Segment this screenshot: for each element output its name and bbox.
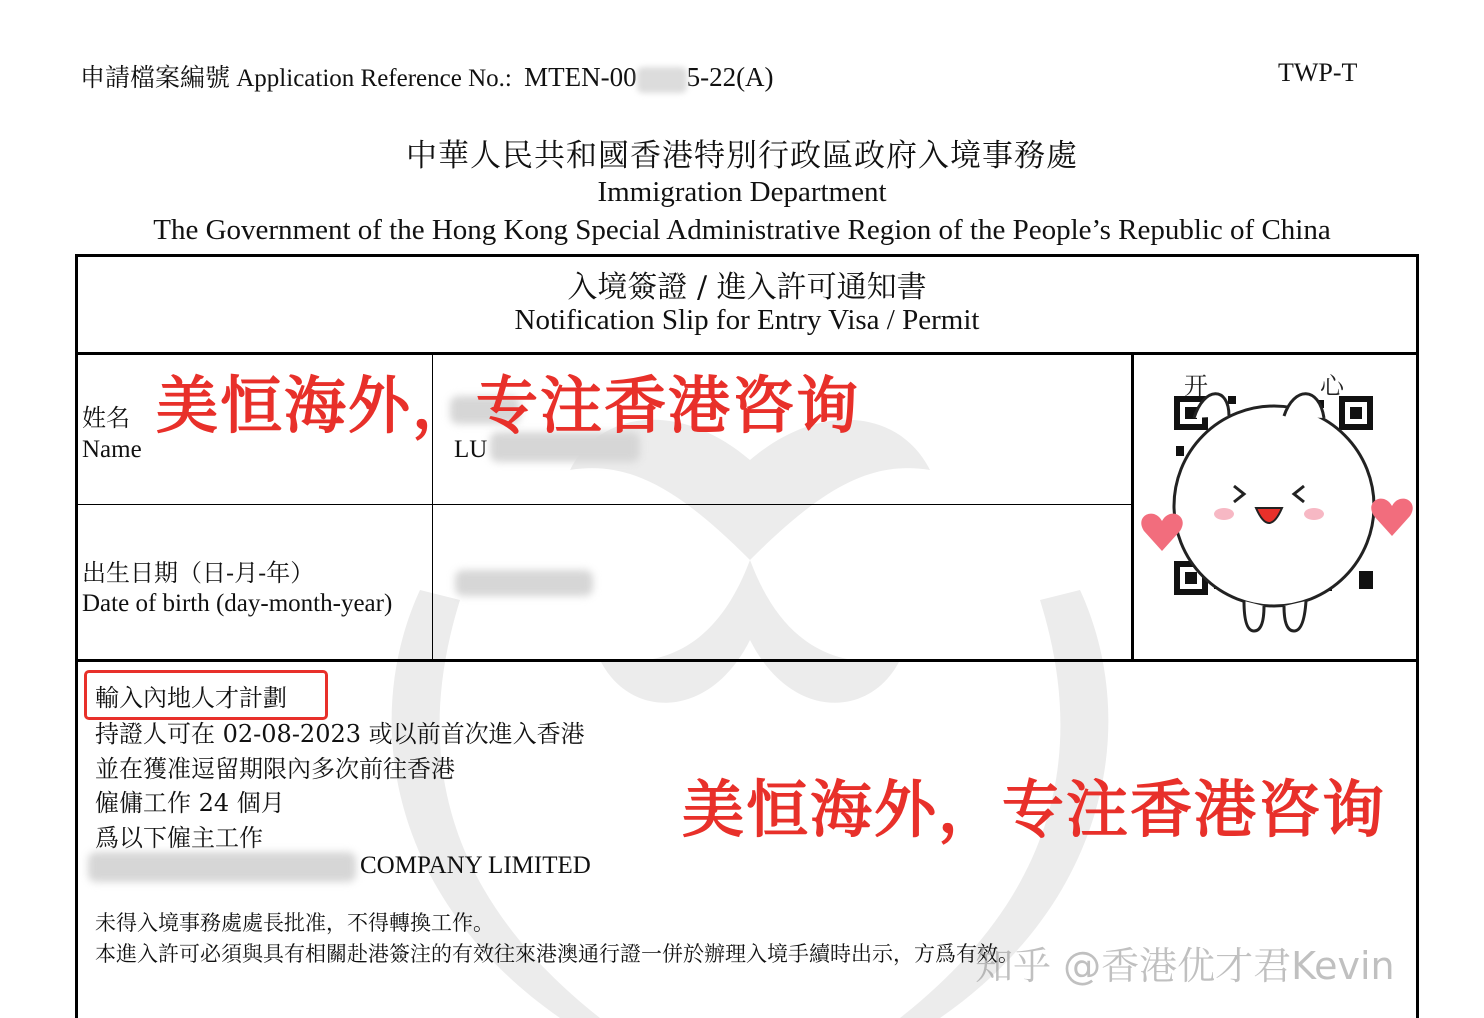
promo-overlay-top: 美恒海外，专注香港咨询 xyxy=(156,369,861,442)
employment-period-line: 僱傭工作 24 個月 xyxy=(95,789,285,817)
redacted-employer xyxy=(88,852,356,882)
table-border-left xyxy=(75,254,78,1018)
promo-overlay-body: 美恒海外，专注香港咨询 xyxy=(682,773,1387,846)
redacted-reference xyxy=(637,67,687,93)
redacted-dob xyxy=(455,570,593,596)
name-label-en: Name xyxy=(82,436,142,463)
department-title-en: Immigration Department xyxy=(597,176,887,208)
reference-line xyxy=(80,58,774,94)
qr-sticker-image xyxy=(1134,356,1416,658)
multiple-entry-line: 並在獲准逗留期限內多次前往香港 xyxy=(95,755,455,783)
sticker-text-left: 开 xyxy=(1184,372,1208,400)
dob-label-zh: 出生日期（日-月-年） xyxy=(82,559,315,587)
reference-prefix: MTEN-00 xyxy=(524,62,637,92)
validity-note: 本進入許可必須與具有相關赴港簽注的有效往來港澳通行證一併於辦理入境手續時出示，方爲有效。 xyxy=(95,942,1019,966)
body-divider xyxy=(75,659,1419,662)
dob-label-en: Date of birth (day-month-year) xyxy=(82,590,393,617)
scheme-name: 輸入內地人才計劃 xyxy=(95,684,287,712)
table-border-top xyxy=(75,254,1419,257)
entry-deadline-line: 持證人可在 02-08-2023 或以前首次進入香港 xyxy=(95,720,585,748)
name-value: LU xyxy=(454,436,488,463)
reference-suffix: 5-22(A) xyxy=(686,62,774,92)
slip-title-en: Notification Slip for Entry Visa / Permit xyxy=(514,304,980,336)
form-code: TWP-T xyxy=(1278,58,1358,87)
department-title-zh: 中華人民共和國香港特別行政區政府入境事務處 xyxy=(406,138,1078,174)
government-title-en: The Government of the Hong Kong Special Administrative Region of the People’s Republic of China xyxy=(153,214,1331,246)
name-row-divider xyxy=(75,504,1133,505)
employer-intro-line: 爲以下僱主工作 xyxy=(95,824,263,852)
slip-title-zh: 入境簽證 / 進入許可通知書 xyxy=(567,270,927,305)
source-watermark: 知乎 @香港优才君Kevin xyxy=(975,944,1395,988)
no-change-employment-note: 未得入境事務處處長批准，不得轉換工作。 xyxy=(95,911,494,935)
title-row-divider xyxy=(75,352,1419,355)
sticker-text-right: 心 xyxy=(1320,372,1344,400)
reference-label: 申請檔案編號 Application Reference No.: xyxy=(80,65,512,92)
employer-name-suffix: COMPANY LIMITED xyxy=(360,852,591,879)
table-border-right xyxy=(1416,254,1419,1018)
name-label-zh: 姓名 xyxy=(82,404,130,432)
